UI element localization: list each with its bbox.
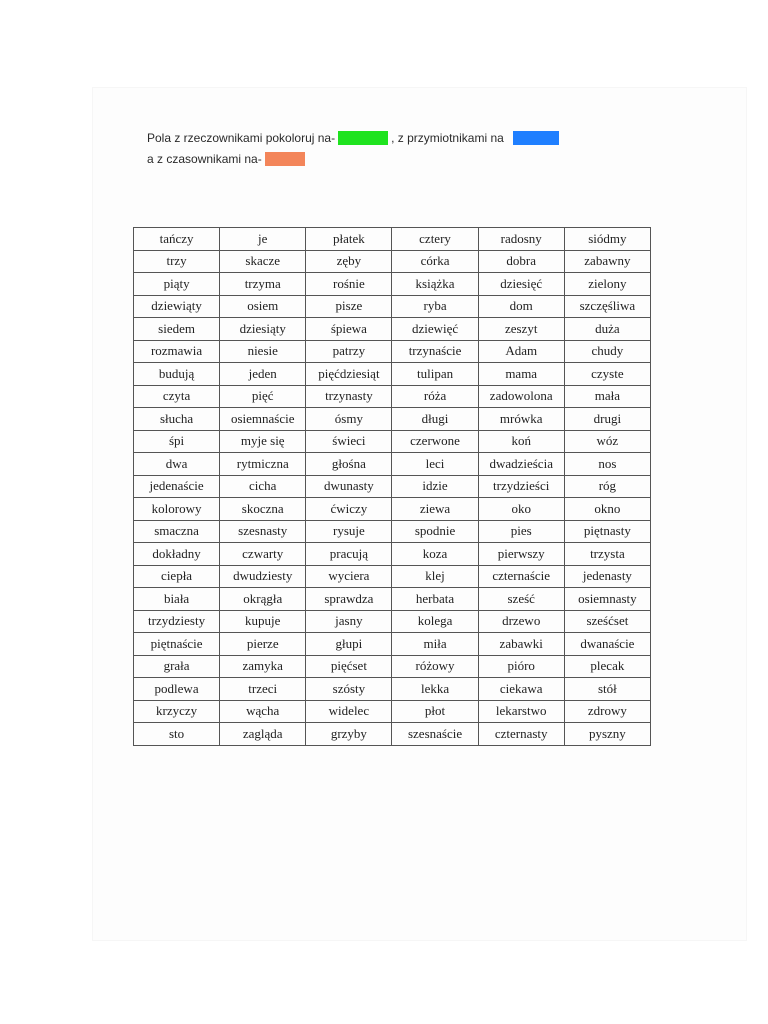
word-cell[interactable]: trzydzieści <box>478 475 564 498</box>
word-cell[interactable]: czternasty <box>478 723 564 746</box>
word-cell[interactable]: czternaście <box>478 565 564 588</box>
word-cell[interactable]: mrówka <box>478 408 564 431</box>
word-cell[interactable]: chudy <box>564 340 650 363</box>
word-cell[interactable]: pies <box>478 520 564 543</box>
word-cell[interactable]: książka <box>392 273 478 296</box>
word-cell[interactable]: dziewięć <box>392 318 478 341</box>
word-cell[interactable]: dobra <box>478 250 564 273</box>
word-cell[interactable]: ósmy <box>306 408 392 431</box>
word-cell[interactable]: rozmawia <box>134 340 220 363</box>
word-cell[interactable]: widelec <box>306 700 392 723</box>
word-cell[interactable]: zagląda <box>220 723 306 746</box>
word-cell[interactable]: czwarty <box>220 543 306 566</box>
word-cell[interactable]: długi <box>392 408 478 431</box>
word-cell[interactable]: piąty <box>134 273 220 296</box>
word-cell[interactable]: trzeci <box>220 678 306 701</box>
instruction-line-2 <box>147 152 308 166</box>
word-cell[interactable]: pyszny <box>564 723 650 746</box>
word-cell[interactable]: kolega <box>392 610 478 633</box>
word-cell[interactable]: klej <box>392 565 478 588</box>
word-cell[interactable]: dziewiąty <box>134 295 220 318</box>
word-cell[interactable]: piętnasty <box>564 520 650 543</box>
table-row <box>134 498 651 521</box>
table-row <box>134 543 651 566</box>
word-cell[interactable]: trzynasty <box>306 385 392 408</box>
word-cell[interactable]: sześćset <box>564 610 650 633</box>
word-cell[interactable]: ziewa <box>392 498 478 521</box>
word-cell[interactable]: kupuje <box>220 610 306 633</box>
word-cell[interactable]: zielony <box>564 273 650 296</box>
word-cell[interactable]: koza <box>392 543 478 566</box>
word-cell[interactable]: śpi <box>134 430 220 453</box>
word-cell[interactable]: cztery <box>392 228 478 251</box>
word-cell[interactable]: cicha <box>220 475 306 498</box>
word-cell[interactable]: budują <box>134 363 220 386</box>
word-cell[interactable]: zabawki <box>478 633 564 656</box>
word-cell[interactable]: dwa <box>134 453 220 476</box>
word-cell[interactable]: ciekawa <box>478 678 564 701</box>
instruction-line-1 <box>147 131 562 145</box>
word-cell[interactable]: trzysta <box>564 543 650 566</box>
word-cell[interactable]: pięć <box>220 385 306 408</box>
word-cell[interactable]: patrzy <box>306 340 392 363</box>
table-row <box>134 700 651 723</box>
word-cell[interactable]: stół <box>564 678 650 701</box>
word-cell[interactable]: myje się <box>220 430 306 453</box>
word-cell[interactable]: różowy <box>392 655 478 678</box>
adjective-color-swatch <box>513 131 559 145</box>
word-cell[interactable]: szczęśliwa <box>564 295 650 318</box>
word-cell[interactable]: córka <box>392 250 478 273</box>
word-cell[interactable]: podlewa <box>134 678 220 701</box>
table-row <box>134 723 651 746</box>
word-cell[interactable]: oko <box>478 498 564 521</box>
word-cell[interactable]: dwanaście <box>564 633 650 656</box>
verb-color-swatch <box>265 152 305 166</box>
table-row <box>134 520 651 543</box>
word-cell[interactable]: lekka <box>392 678 478 701</box>
table-row <box>134 273 651 296</box>
word-cell[interactable]: tulipan <box>392 363 478 386</box>
word-cell[interactable]: Adam <box>478 340 564 363</box>
word-cell[interactable]: mama <box>478 363 564 386</box>
word-cell[interactable]: zdrowy <box>564 700 650 723</box>
word-cell[interactable]: krzyczy <box>134 700 220 723</box>
table-row <box>134 340 651 363</box>
word-cell[interactable]: jedenaście <box>134 475 220 498</box>
word-cell[interactable]: grała <box>134 655 220 678</box>
word-grid <box>133 227 651 746</box>
word-cell[interactable]: głupi <box>306 633 392 656</box>
table-row <box>134 588 651 611</box>
table-row <box>134 453 651 476</box>
word-cell[interactable]: skoczna <box>220 498 306 521</box>
word-cell[interactable]: siódmy <box>564 228 650 251</box>
word-cell[interactable]: duża <box>564 318 650 341</box>
word-cell[interactable]: herbata <box>392 588 478 611</box>
word-cell[interactable]: płatek <box>306 228 392 251</box>
table-row <box>134 228 651 251</box>
table-row <box>134 655 651 678</box>
word-cell[interactable]: szósty <box>306 678 392 701</box>
word-cell[interactable]: grzyby <box>306 723 392 746</box>
word-cell[interactable]: zamyka <box>220 655 306 678</box>
word-cell[interactable]: osiem <box>220 295 306 318</box>
word-cell[interactable]: biała <box>134 588 220 611</box>
word-cell[interactable]: śpiewa <box>306 318 392 341</box>
word-cell[interactable]: zabawny <box>564 250 650 273</box>
instruction-text-adjectives: , z przymiotnikami na <box>391 131 504 145</box>
word-cell[interactable]: trzy <box>134 250 220 273</box>
word-cell[interactable]: rytmiczna <box>220 453 306 476</box>
word-cell[interactable]: róg <box>564 475 650 498</box>
word-cell[interactable]: zęby <box>306 250 392 273</box>
word-cell[interactable]: okno <box>564 498 650 521</box>
word-cell[interactable]: wyciera <box>306 565 392 588</box>
word-cell[interactable]: pracują <box>306 543 392 566</box>
word-cell[interactable]: czerwone <box>392 430 478 453</box>
word-cell[interactable]: kolorowy <box>134 498 220 521</box>
instruction-text-nouns: Pola z rzeczownikami pokoloruj na- <box>147 131 336 145</box>
word-cell[interactable]: pierze <box>220 633 306 656</box>
word-cell[interactable]: dziesięć <box>478 273 564 296</box>
table-row <box>134 610 651 633</box>
word-cell[interactable]: koń <box>478 430 564 453</box>
table-row <box>134 633 651 656</box>
word-cell[interactable]: tańczy <box>134 228 220 251</box>
table-row <box>134 250 651 273</box>
word-cell[interactable]: osiemnasty <box>564 588 650 611</box>
word-cell[interactable]: płot <box>392 700 478 723</box>
word-cell[interactable]: jeden <box>220 363 306 386</box>
word-cell[interactable]: osiemnaście <box>220 408 306 431</box>
word-cell[interactable]: róża <box>392 385 478 408</box>
table-row <box>134 565 651 588</box>
word-cell[interactable]: ćwiczy <box>306 498 392 521</box>
word-cell[interactable]: zeszyt <box>478 318 564 341</box>
word-cell[interactable]: jasny <box>306 610 392 633</box>
table-row <box>134 318 651 341</box>
word-cell[interactable]: rysuje <box>306 520 392 543</box>
word-cell[interactable]: nos <box>564 453 650 476</box>
word-cell[interactable]: drzewo <box>478 610 564 633</box>
word-cell[interactable]: wóz <box>564 430 650 453</box>
word-cell[interactable]: piętnaście <box>134 633 220 656</box>
word-cell[interactable]: radosny <box>478 228 564 251</box>
word-cell[interactable]: pióro <box>478 655 564 678</box>
word-cell[interactable]: miła <box>392 633 478 656</box>
word-cell[interactable]: trzyma <box>220 273 306 296</box>
word-cell[interactable]: słucha <box>134 408 220 431</box>
word-cell[interactable]: świeci <box>306 430 392 453</box>
word-cell[interactable]: pierwszy <box>478 543 564 566</box>
table-row <box>134 385 651 408</box>
word-cell[interactable]: leci <box>392 453 478 476</box>
word-cell[interactable]: dokładny <box>134 543 220 566</box>
word-cell[interactable]: czyste <box>564 363 650 386</box>
word-cell[interactable]: pięćset <box>306 655 392 678</box>
table-row <box>134 363 651 386</box>
word-cell[interactable]: dom <box>478 295 564 318</box>
word-cell[interactable]: smaczna <box>134 520 220 543</box>
word-cell[interactable]: sześć <box>478 588 564 611</box>
word-cell[interactable]: lekarstwo <box>478 700 564 723</box>
word-cell[interactable]: głośna <box>306 453 392 476</box>
word-cell[interactable]: szesnaście <box>392 723 478 746</box>
word-cell[interactable]: skacze <box>220 250 306 273</box>
table-row <box>134 408 651 431</box>
word-cell[interactable]: trzynaście <box>392 340 478 363</box>
word-cell[interactable]: trzydziesty <box>134 610 220 633</box>
word-cell[interactable]: czyta <box>134 385 220 408</box>
word-cell[interactable]: pięćdziesiąt <box>306 363 392 386</box>
word-cell[interactable]: dwudziesty <box>220 565 306 588</box>
word-cell[interactable]: dziesiąty <box>220 318 306 341</box>
word-cell[interactable]: jedenasty <box>564 565 650 588</box>
word-cell[interactable]: rośnie <box>306 273 392 296</box>
instruction-text-verbs: a z czasownikami na- <box>147 152 262 166</box>
word-cell[interactable]: mała <box>564 385 650 408</box>
word-cell[interactable]: zadowolona <box>478 385 564 408</box>
table-row <box>134 295 651 318</box>
noun-color-swatch <box>338 131 388 145</box>
word-cell[interactable]: plecak <box>564 655 650 678</box>
word-cell[interactable]: okrągła <box>220 588 306 611</box>
word-cell[interactable]: idzie <box>392 475 478 498</box>
word-cell[interactable]: siedem <box>134 318 220 341</box>
table-row <box>134 430 651 453</box>
word-cell[interactable]: szesnasty <box>220 520 306 543</box>
word-cell[interactable]: drugi <box>564 408 650 431</box>
word-cell[interactable]: sprawdza <box>306 588 392 611</box>
word-cell[interactable]: ryba <box>392 295 478 318</box>
word-cell[interactable]: pisze <box>306 295 392 318</box>
table-row <box>134 678 651 701</box>
word-cell[interactable]: spodnie <box>392 520 478 543</box>
table-row <box>134 475 651 498</box>
word-cell[interactable]: dwadzieścia <box>478 453 564 476</box>
word-cell[interactable]: ciepła <box>134 565 220 588</box>
word-cell[interactable]: wącha <box>220 700 306 723</box>
word-cell[interactable]: niesie <box>220 340 306 363</box>
word-cell[interactable]: sto <box>134 723 220 746</box>
word-cell[interactable]: dwunasty <box>306 475 392 498</box>
word-cell[interactable]: je <box>220 228 306 251</box>
